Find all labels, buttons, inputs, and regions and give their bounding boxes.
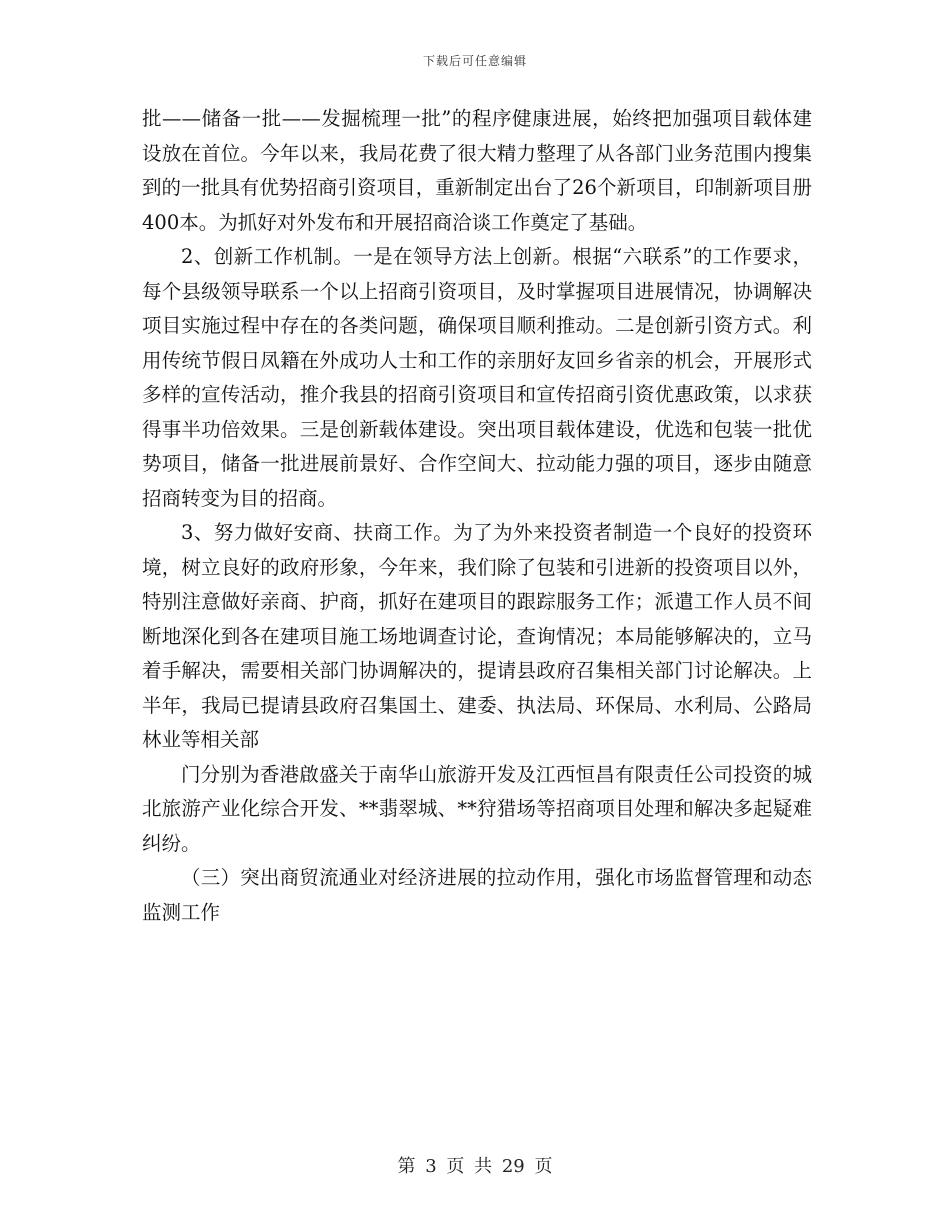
paragraph-dispute-resolution: 门分别为香港啟盛关于南华山旅游开发及江西恒昌有限责任公司投资的城北旅游产业化综合开发、**翡翠城、**狩猎场等招商项目处理和解决多起疑难纠纷。	[142, 762, 812, 855]
document-body	[142, 102, 812, 930]
paragraph-project-carrier: 批——储备一批——发掘梳理一批”的程序健康进展，始终把加强项目载体建设放在首位。今年以来，我局花费了很大精力整理了从各部门业务范围内搜集到的一批具有优势招商引资项目，重新制定出台了26个新项目，印制新项目册400本。为抓好对外发布和开展招商洽谈工作奠定了基础。	[142, 107, 812, 234]
page-header: 下载后可任意编辑	[422, 54, 527, 68]
section-heading-commerce: （三）突出商贸流通业对经济进展的拉动作用，强化市场监督管理和动态监测工作	[142, 866, 812, 924]
page-number: 第 3 页 共 29 页	[397, 1156, 553, 1177]
paragraph-innovation-mechanism: 2、创新工作机制。一是在领导方法上创新。根据“六联系”的工作要求，每个县级领导联系一个以上招商引资项目，及时掌握项目进展情况，协调解决项目实施过程中存在的各类问题，确保项目顺利推动。二是创新引资方式。利用传统节假日凤籍在外成功人士和工作的亲朋好友回乡省亲的机会，开展形式多样的宣传活动，推介我县的招商引资项目和宣传招商引资优惠政策，以求获得事半功倍效果。三是创新载体建设。突出项目载体建设，优选和包装一批优势项目，储备一批进展前景好、合作空间大、拉动能力强的项目，逐步由随意招商转变为目的招商。	[142, 245, 812, 510]
paragraph-investor-services: 3、努力做好安商、扶商工作。为了为外来投资者制造一个良好的投资环境，树立良好的政府形象，今年来，我们除了包装和引进新的投资项目以外，特别注意做好亲商、护商，抓好在建项目的跟踪服务工作；派遣工作人员不间断地深化到各在建项目施工场地调查讨论，查询情况；本局能够解决的，立马着手解决，需要相关部门协调解决的，提请县政府召集相关部门讨论解决。上半年，我局已提请县政府召集国土、建委、执法局、环保局、水利局、公路局林业等相关部	[142, 521, 812, 751]
